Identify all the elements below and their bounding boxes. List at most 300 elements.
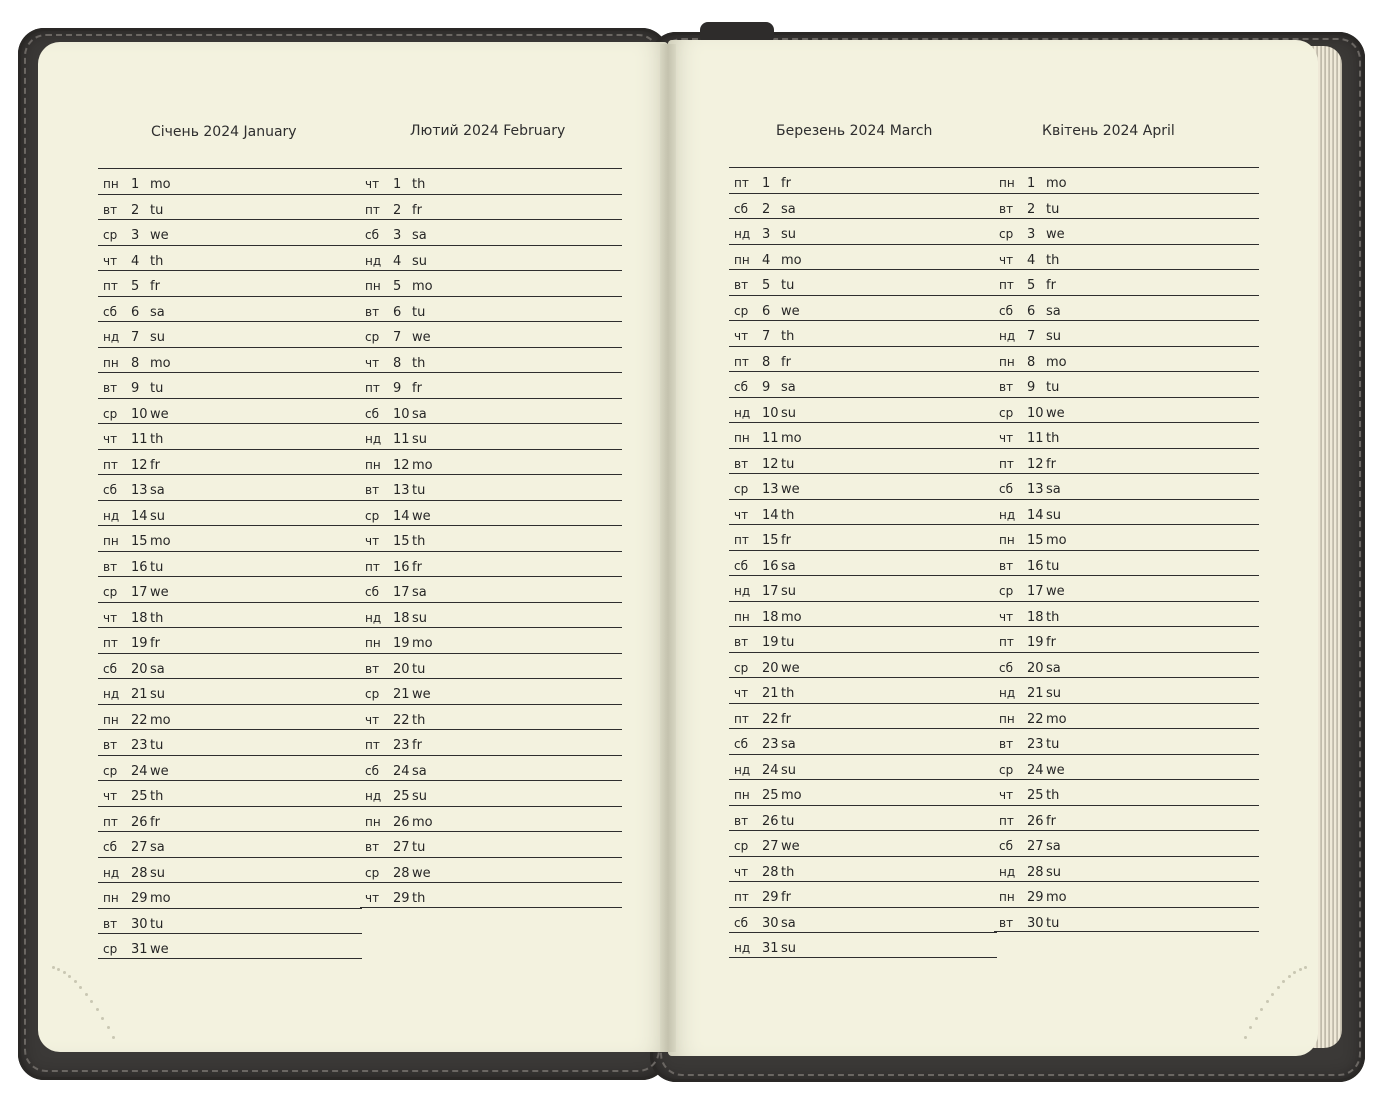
weekday-ua: пн <box>734 431 750 445</box>
weekday-en: sa <box>781 558 796 574</box>
month-title-february: Лютий 2024 February <box>410 123 566 139</box>
day-row <box>729 703 997 729</box>
weekday-en: mo <box>1046 176 1067 191</box>
day-row <box>729 346 997 372</box>
day-number: 27 <box>762 839 779 854</box>
weekday-en: su <box>781 584 797 599</box>
weekday-ua: чт <box>734 686 749 700</box>
weekday-en: we <box>412 687 431 702</box>
weekday-en: su <box>781 405 797 421</box>
day-number: 15 <box>762 533 779 548</box>
weekday-en: sa <box>150 840 165 855</box>
day-row <box>98 755 362 781</box>
weekday-en: th <box>1046 431 1060 446</box>
weekday-ua: вт <box>365 840 380 854</box>
weekday-ua: чт <box>734 329 749 343</box>
weekday-en: su <box>150 508 166 524</box>
day-row <box>994 397 1259 423</box>
weekday-ua: сб <box>999 660 1013 675</box>
weekday-en: su <box>781 227 797 242</box>
day-row <box>729 728 997 754</box>
weekday-ua: ср <box>365 330 380 344</box>
day-row <box>994 371 1259 397</box>
day-number: 15 <box>131 534 148 549</box>
day-row <box>360 270 622 296</box>
weekday-ua: ср <box>103 228 118 242</box>
day-row <box>729 524 997 550</box>
calendar-column-march <box>729 167 997 958</box>
day-number: 5 <box>1027 278 1036 293</box>
weekday-ua: пн <box>999 176 1015 190</box>
weekday-en: su <box>1046 864 1062 880</box>
weekday-en: su <box>1046 507 1062 523</box>
day-row <box>98 806 362 832</box>
day-row <box>994 754 1259 780</box>
day-number: 11 <box>393 432 410 447</box>
weekday-en: mo <box>1046 354 1067 370</box>
day-number: 19 <box>1027 635 1044 650</box>
weekday-en: fr <box>781 890 791 905</box>
weekday-ua: пн <box>365 814 381 829</box>
day-row <box>994 907 1259 933</box>
day-number: 3 <box>393 228 402 243</box>
weekday-en: th <box>781 864 795 880</box>
day-number: 18 <box>762 609 779 625</box>
weekday-en: fr <box>781 711 791 727</box>
day-number: 19 <box>393 636 410 651</box>
weekday-en: tu <box>412 483 426 498</box>
weekday-en: tu <box>781 813 795 829</box>
day-row <box>729 244 997 270</box>
day-number: 13 <box>762 482 779 497</box>
day-number: 19 <box>131 636 148 651</box>
day-number: 28 <box>1027 864 1044 880</box>
day-number: 15 <box>1027 533 1044 548</box>
weekday-ua: вт <box>103 381 118 395</box>
day-number: 4 <box>393 253 402 269</box>
day-row <box>98 423 362 449</box>
day-row <box>729 550 997 576</box>
day-number: 30 <box>1027 915 1044 931</box>
weekday-en: sa <box>781 380 796 395</box>
weekday-ua: нд <box>999 864 1016 879</box>
day-number: 2 <box>1027 201 1036 217</box>
day-number: 6 <box>1027 303 1036 319</box>
weekday-en: su <box>412 789 428 804</box>
weekday-en: su <box>412 610 428 626</box>
weekday-en: tu <box>1046 201 1060 217</box>
weekday-ua: пн <box>999 533 1015 547</box>
day-number: 14 <box>762 507 779 523</box>
weekday-en: th <box>781 686 795 701</box>
weekday-en: sa <box>412 228 427 243</box>
weekday-ua: нд <box>365 253 382 268</box>
day-row <box>729 754 997 780</box>
weekday-ua: пн <box>103 891 119 905</box>
corner-dots-right <box>1220 962 1310 1042</box>
day-row <box>360 194 622 220</box>
day-number: 18 <box>393 610 410 626</box>
day-row <box>729 856 997 882</box>
month-title-march: Березень 2024 March <box>776 123 933 139</box>
day-number: 8 <box>1027 354 1036 370</box>
day-row <box>994 422 1259 448</box>
weekday-en: mo <box>150 712 171 728</box>
weekday-en: th <box>150 610 164 626</box>
weekday-en: su <box>1046 329 1062 344</box>
day-number: 21 <box>1027 686 1044 701</box>
day-number: 13 <box>1027 482 1044 497</box>
weekday-ua: чт <box>365 712 380 727</box>
weekday-ua: пт <box>103 457 118 472</box>
weekday-en: fr <box>781 533 791 548</box>
day-row <box>729 397 997 423</box>
weekday-en: sa <box>1046 839 1061 854</box>
day-number: 19 <box>762 635 779 650</box>
weekday-en: tu <box>1046 915 1060 931</box>
day-number: 24 <box>1027 762 1044 778</box>
day-number: 20 <box>1027 660 1044 676</box>
day-row <box>729 932 997 958</box>
day-row <box>994 269 1259 295</box>
day-row <box>994 295 1259 321</box>
weekday-ua: пт <box>999 813 1014 828</box>
weekday-ua: ср <box>103 585 118 599</box>
day-number: 12 <box>131 457 148 473</box>
weekday-en: we <box>150 763 169 779</box>
weekday-ua: пн <box>999 354 1015 369</box>
day-row <box>98 780 362 806</box>
weekday-ua: нд <box>103 687 120 701</box>
weekday-ua: сб <box>999 303 1013 318</box>
weekday-en: fr <box>1046 278 1056 293</box>
day-number: 21 <box>393 687 410 702</box>
weekday-ua: вт <box>103 559 118 574</box>
day-number: 28 <box>762 864 779 880</box>
day-number: 7 <box>1027 329 1036 344</box>
day-number: 3 <box>1027 227 1036 242</box>
weekday-ua: сб <box>999 482 1013 496</box>
day-number: 26 <box>131 814 148 830</box>
day-row <box>729 499 997 525</box>
weekday-ua: ср <box>999 405 1014 420</box>
weekday-en: sa <box>150 483 165 498</box>
day-number: 26 <box>762 813 779 829</box>
day-number: 5 <box>131 279 140 294</box>
weekday-en: tu <box>150 381 164 396</box>
weekday-en: mo <box>781 252 802 268</box>
day-row <box>994 830 1259 856</box>
weekday-ua: вт <box>103 738 118 752</box>
day-row <box>98 270 362 296</box>
weekday-en: fr <box>150 457 160 473</box>
weekday-en: fr <box>1046 813 1056 829</box>
day-row <box>994 524 1259 550</box>
day-number: 22 <box>762 711 779 727</box>
weekday-en: we <box>1046 762 1065 778</box>
day-row <box>98 602 362 628</box>
day-row <box>98 398 362 424</box>
day-row <box>729 473 997 499</box>
weekday-en: mo <box>1046 711 1067 727</box>
day-number: 16 <box>1027 558 1044 574</box>
day-number: 23 <box>131 738 148 753</box>
weekday-en: fr <box>412 202 422 218</box>
day-number: 23 <box>762 737 779 752</box>
day-number: 7 <box>393 330 402 345</box>
weekday-en: we <box>781 303 800 319</box>
weekday-ua: сб <box>365 228 379 242</box>
day-row <box>360 857 622 883</box>
day-row <box>729 295 997 321</box>
day-number: 7 <box>762 329 771 344</box>
weekday-ua: чт <box>365 355 380 370</box>
weekday-en: we <box>412 330 431 345</box>
calendar-column-february <box>360 168 622 908</box>
weekday-ua: пт <box>999 278 1014 292</box>
day-number: 31 <box>131 942 148 957</box>
day-row <box>994 167 1259 193</box>
weekday-en: sa <box>781 737 796 752</box>
weekday-ua: нд <box>103 508 120 523</box>
weekday-ua: вт <box>103 916 118 931</box>
weekday-en: mo <box>781 609 802 625</box>
day-row <box>729 779 997 805</box>
day-number: 3 <box>131 228 140 243</box>
day-number: 1 <box>131 177 140 192</box>
day-number: 6 <box>393 304 402 320</box>
day-number: 22 <box>1027 711 1044 727</box>
day-row <box>994 346 1259 372</box>
month-title-january: Січень 2024 January <box>151 124 297 140</box>
weekday-ua: пт <box>734 711 749 726</box>
weekday-en: mo <box>412 636 433 651</box>
day-row <box>98 194 362 220</box>
day-number: 22 <box>393 712 410 728</box>
day-row <box>729 320 997 346</box>
weekday-en: fr <box>150 814 160 830</box>
day-row <box>994 856 1259 882</box>
day-row <box>98 219 362 245</box>
day-number: 29 <box>393 891 410 906</box>
day-number: 29 <box>131 891 148 906</box>
day-number: 13 <box>393 483 410 498</box>
weekday-ua: пт <box>365 202 380 217</box>
weekday-ua: пт <box>103 636 118 650</box>
weekday-ua: сб <box>734 737 748 751</box>
weekday-en: fr <box>781 176 791 191</box>
weekday-en: th <box>781 329 795 344</box>
weekday-ua: пн <box>999 890 1015 904</box>
day-row <box>994 728 1259 754</box>
day-row <box>994 550 1259 576</box>
day-row <box>98 347 362 373</box>
weekday-en: tu <box>1046 558 1060 574</box>
day-number: 14 <box>1027 507 1044 523</box>
weekday-en: sa <box>412 763 427 779</box>
weekday-en: mo <box>150 534 171 549</box>
weekday-ua: чт <box>365 534 380 548</box>
calendar-column-april <box>994 167 1259 932</box>
weekday-ua: вт <box>999 915 1014 930</box>
weekday-en: tu <box>1046 737 1060 752</box>
weekday-ua: сб <box>103 304 117 319</box>
weekday-en: sa <box>1046 660 1061 676</box>
weekday-ua: пт <box>365 738 380 752</box>
weekday-en: we <box>150 585 169 600</box>
day-number: 21 <box>762 686 779 701</box>
day-row <box>729 601 997 627</box>
day-number: 10 <box>131 406 148 422</box>
weekday-en: sa <box>1046 303 1061 319</box>
weekday-ua: ср <box>734 839 749 853</box>
day-number: 9 <box>131 381 140 396</box>
weekday-ua: сб <box>365 406 379 421</box>
day-number: 29 <box>762 890 779 905</box>
weekday-en: th <box>150 253 164 269</box>
weekday-ua: пт <box>999 456 1014 471</box>
day-row <box>729 881 997 907</box>
day-row <box>98 168 362 194</box>
weekday-ua: сб <box>734 915 748 930</box>
weekday-ua: нд <box>734 762 751 777</box>
day-number: 4 <box>1027 252 1036 268</box>
day-row <box>98 296 362 322</box>
weekday-en: we <box>1046 227 1065 242</box>
weekday-en: we <box>781 482 800 497</box>
day-row <box>994 218 1259 244</box>
weekday-en: th <box>1046 609 1060 625</box>
day-row <box>360 831 622 857</box>
day-number: 9 <box>762 380 771 395</box>
weekday-en: th <box>150 789 164 804</box>
weekday-ua: нд <box>999 507 1016 522</box>
day-number: 30 <box>131 916 148 932</box>
day-row <box>729 371 997 397</box>
day-number: 8 <box>762 354 771 370</box>
day-number: 6 <box>762 303 771 319</box>
weekday-ua: вт <box>999 201 1014 216</box>
weekday-en: we <box>412 508 431 524</box>
weekday-en: sa <box>781 201 796 217</box>
day-row <box>729 422 997 448</box>
weekday-en: th <box>412 355 426 371</box>
day-row <box>360 474 622 500</box>
day-row <box>360 780 622 806</box>
day-row <box>360 704 622 730</box>
day-number: 24 <box>762 762 779 778</box>
weekday-en: fr <box>412 738 422 753</box>
day-row <box>360 219 622 245</box>
day-number: 25 <box>393 789 410 804</box>
weekday-en: we <box>781 660 800 676</box>
day-number: 28 <box>393 865 410 881</box>
day-number: 10 <box>393 406 410 422</box>
weekday-en: tu <box>412 304 426 320</box>
day-number: 10 <box>1027 405 1044 421</box>
weekday-en: su <box>1046 686 1062 701</box>
weekday-en: mo <box>150 177 171 192</box>
day-row <box>729 193 997 219</box>
weekday-ua: пт <box>365 381 380 395</box>
day-row <box>98 321 362 347</box>
weekday-en: mo <box>150 891 171 906</box>
day-row <box>994 626 1259 652</box>
day-row <box>360 525 622 551</box>
weekday-ua: сб <box>365 585 379 599</box>
weekday-ua: сб <box>999 839 1013 853</box>
weekday-en: th <box>412 891 426 906</box>
day-row <box>360 653 622 679</box>
day-number: 10 <box>762 405 779 421</box>
weekday-ua: вт <box>734 813 749 828</box>
weekday-en: mo <box>412 814 433 830</box>
weekday-en: su <box>781 941 797 956</box>
weekday-en: fr <box>1046 635 1056 650</box>
weekday-en: su <box>150 330 166 345</box>
weekday-ua: пт <box>103 814 118 829</box>
day-row <box>994 448 1259 474</box>
weekday-en: sa <box>412 406 427 422</box>
weekday-ua: нд <box>365 789 382 803</box>
day-row <box>98 449 362 475</box>
weekday-ua: ср <box>365 865 380 880</box>
weekday-en: th <box>150 432 164 447</box>
day-row <box>729 269 997 295</box>
weekday-en: fr <box>1046 456 1056 472</box>
weekday-ua: ср <box>999 227 1014 241</box>
weekday-en: we <box>150 228 169 243</box>
weekday-en: fr <box>412 559 422 575</box>
weekday-ua: чт <box>999 252 1014 267</box>
weekday-ua: пн <box>103 712 119 727</box>
weekday-ua: пн <box>734 252 750 267</box>
weekday-ua: вт <box>734 456 749 471</box>
day-row <box>98 933 362 959</box>
day-number: 9 <box>393 381 402 396</box>
weekday-en: mo <box>1046 533 1067 548</box>
weekday-en: fr <box>150 279 160 294</box>
day-row <box>994 677 1259 703</box>
day-number: 27 <box>131 840 148 855</box>
weekday-ua: чт <box>999 431 1014 445</box>
weekday-ua: сб <box>734 201 748 216</box>
weekday-ua: сб <box>103 840 117 854</box>
day-number: 31 <box>762 941 779 956</box>
weekday-en: su <box>412 432 428 447</box>
day-number: 24 <box>393 763 410 779</box>
weekday-en: th <box>1046 788 1060 803</box>
day-row <box>729 626 997 652</box>
day-number: 18 <box>131 610 148 626</box>
day-number: 22 <box>131 712 148 728</box>
weekday-ua: вт <box>999 380 1014 394</box>
weekday-ua: чт <box>103 432 118 446</box>
day-number: 4 <box>762 252 771 268</box>
weekday-ua: нд <box>103 330 120 344</box>
weekday-en: su <box>412 253 428 269</box>
weekday-ua: пн <box>103 177 119 191</box>
weekday-ua: чт <box>103 253 118 268</box>
weekday-ua: пн <box>103 534 119 548</box>
day-row <box>729 805 997 831</box>
day-row <box>994 779 1259 805</box>
day-number: 1 <box>1027 176 1036 191</box>
weekday-en: mo <box>150 355 171 371</box>
day-row <box>98 500 362 526</box>
day-row <box>729 167 997 193</box>
weekday-ua: нд <box>365 432 382 446</box>
